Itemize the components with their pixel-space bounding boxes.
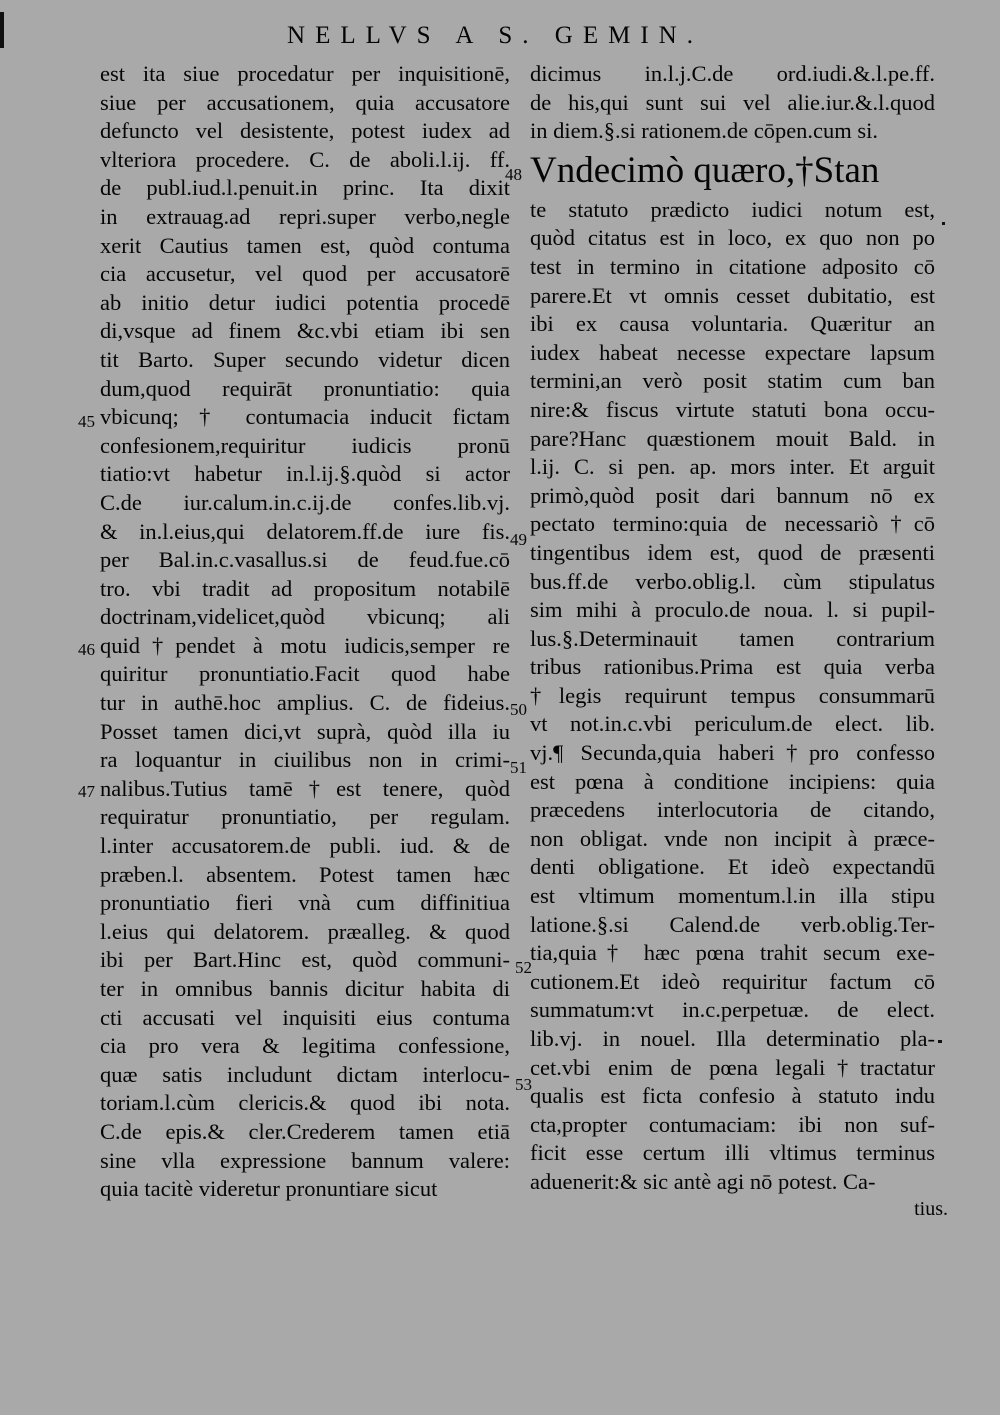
right-column-line: nire:& fiscus virtute statuti bona occu- bbox=[530, 396, 935, 422]
ink-speck bbox=[938, 1040, 942, 1043]
right-column-line: non obligat. vnde non incipit à præce- bbox=[530, 825, 935, 851]
left-column-line: in extrauag.ad repri.super verbo,negle bbox=[100, 203, 510, 229]
margin-number-45: 45 bbox=[78, 412, 95, 431]
right-column-line: lib.vj. in nouel. Illa determinatio pla- bbox=[530, 1026, 935, 1051]
left-column-line: ter in omnibus bannis dicitur habita di bbox=[100, 976, 510, 1001]
left-column-line: cia pro vera & legitima confessione, bbox=[100, 1033, 510, 1059]
left-column-line: quia tacitè videretur pronuntiare sicut bbox=[100, 1176, 438, 1202]
right-text-column bbox=[530, 60, 935, 1197]
left-column-line: cti accusati vel inquisiti eius contuma bbox=[100, 1004, 510, 1030]
right-column-line: te statuto prædicto iudici notum est, bbox=[530, 196, 935, 222]
left-column-line: quiritur pronuntiatio.Facit quod habe bbox=[100, 661, 510, 687]
right-column-line: cutionem.Et ideò requiritur factum cō bbox=[530, 968, 935, 994]
right-column-line: in diem.§.si rationem.de cōpen.cum si. bbox=[530, 118, 879, 144]
right-column-line: primò,quòd posit dari bannum nō ex bbox=[530, 482, 935, 508]
right-column-line: termini,an verò posit statim cum ban bbox=[530, 368, 935, 394]
left-column-line: tit Barto. Super secundo videtur dicen bbox=[100, 346, 510, 372]
left-column-line: l.eius qui delatorem. præalleg. & quod bbox=[100, 918, 510, 944]
left-column-line: præben.l. absentem. Potest tamen hæc bbox=[100, 861, 510, 887]
right-column-line: cta,propter contumaciam: ibi non suf- bbox=[530, 1111, 935, 1137]
margin-number-50: 50 bbox=[510, 700, 527, 719]
margin-number-52: 52 bbox=[515, 958, 532, 977]
right-column-line: pectato termino:quia de necessariò†cō bbox=[530, 511, 935, 537]
left-column-line: defuncto vel desistente, potest iudex ad bbox=[100, 118, 510, 144]
left-column-line: Posset tamen dici,vt suprà, quòd illa iu bbox=[100, 718, 510, 744]
right-column-line: iudex habeat necesse expectare lapsum bbox=[530, 339, 935, 365]
right-column-line: l.ij. C. si pen. ap. mors inter. Et arguit bbox=[530, 454, 935, 480]
left-column-line: doctrinam,videlicet,quòd vbicunq; ali bbox=[100, 604, 510, 630]
right-column-line: quòd citatus est in loco, ex quo non po bbox=[530, 225, 935, 251]
running-header: NELLVS A S. GEMIN. bbox=[287, 22, 703, 49]
left-column-line: cia accusetur, vel quod per accusatorē bbox=[100, 261, 510, 287]
left-column-line: per Bal.in.c.vasallus.si de feud.fue.cō bbox=[100, 547, 510, 573]
right-column-line: de his,qui sunt sui vel alie.iur.&.l.quod bbox=[530, 89, 935, 115]
right-column-line: præcedens interlocutoria de citando, bbox=[530, 797, 935, 823]
right-column-line: parere.Et vt omnis cesset dubitatio, est bbox=[530, 282, 935, 308]
right-column-line: vt not.in.c.vbi periculum.de elect. lib. bbox=[530, 711, 935, 737]
left-column-line: & in.l.eius,qui delatorem.ff.de iure fis. bbox=[100, 518, 510, 544]
right-column-line: sim mihi à proculo.de noua. l. si pupil- bbox=[530, 597, 935, 623]
left-column-line: tro. vbi tradit ad propositum notabilē bbox=[100, 575, 510, 601]
left-column-line: tur in authē.hoc amplius. C. de fideius. bbox=[100, 690, 510, 716]
margin-number-53: 53 bbox=[515, 1075, 532, 1094]
right-column-line: est pœna à conditione incipiens: quia bbox=[530, 768, 935, 794]
right-column-line: qualis est ficta confesio à statuto indu bbox=[530, 1083, 935, 1109]
section-heading: Vndecimò quæro,†Stan bbox=[530, 149, 880, 191]
left-column-line: xerit Cautius tamen est, quòd contuma bbox=[100, 232, 510, 258]
right-column-line: †legis requirunt tempus consummarū bbox=[530, 682, 935, 708]
margin-number-49: 49 bbox=[510, 530, 527, 549]
right-column-line: ibi ex causa voluntaria. Quæritur an bbox=[530, 311, 935, 337]
left-column-line: confesionem,requiritur iudicis pronū bbox=[100, 432, 510, 458]
right-column-line: summatum:vt in.c.perpetuæ. de elect. bbox=[530, 997, 935, 1023]
left-column-line: nalibus.Tutius tamē†est tenere, quòd bbox=[100, 775, 510, 801]
right-column-line: test in termino in citatione adposito cō bbox=[530, 253, 935, 279]
left-column-line: C.de epis.& cler.Crederem tamen etiā bbox=[100, 1118, 510, 1144]
margin-number-51: 51 bbox=[510, 758, 527, 777]
left-column-line: C.de iur.calum.in.c.ij.de confes.lib.vj. bbox=[100, 489, 510, 515]
left-column-line: requiratur pronuntiatio, per regulam. bbox=[100, 804, 510, 830]
left-column-line: est ita siue procedatur per inquisitionē, bbox=[100, 61, 510, 86]
left-column-line: ibi per Bart.Hinc est, quòd communi- bbox=[100, 947, 510, 973]
page-edge-mark bbox=[0, 12, 4, 48]
left-column-line: di,vsque ad finem &c.vbi etiam ibi sen bbox=[100, 318, 510, 344]
right-column-line: lus.§.Determinauit tamen contrarium bbox=[530, 625, 935, 651]
left-column-line: l.inter accusatorem.de publi. iud. & de bbox=[100, 833, 510, 859]
right-column-line: aduenerit:& sic antè agi nō potest. Ca- bbox=[530, 1168, 876, 1194]
left-column-line: tiatio:vt habetur in.l.ij.§.quòd si actor bbox=[100, 461, 510, 487]
left-column-line: ab initio detur iudici potentia procedē bbox=[100, 289, 510, 315]
left-text-column bbox=[100, 60, 510, 1204]
left-column-line: siue per accusationem, quia accusatore bbox=[100, 89, 510, 115]
left-column-line: vlteriora procedere. C. de aboli.l.ij. ff. bbox=[100, 146, 510, 172]
ink-speck bbox=[942, 222, 945, 225]
left-column-line: toriam.l.cùm clericis.& quod ibi nota. bbox=[100, 1090, 510, 1116]
margin-number-48: 48 bbox=[505, 165, 522, 184]
margin-number-47: 47 bbox=[78, 782, 95, 801]
right-column-line: vj.¶ Secunda,quia haberi†pro confesso bbox=[530, 740, 935, 766]
left-column-line: quæ satis includunt dictam interlocu- bbox=[100, 1061, 510, 1087]
left-column-line: dum,quod requirāt pronuntiatio: quia bbox=[100, 375, 510, 401]
right-column-line: cet.vbi enim de pœna legali†tractatur bbox=[530, 1054, 935, 1080]
right-column-line: tia,quia† hæc pœna trahit secum exe- bbox=[530, 940, 935, 966]
right-column-line: denti obligatione. Et ideò expectandū bbox=[530, 854, 935, 880]
left-column-line: de publ.iud.l.penuit.in princ. Ita dixit bbox=[100, 175, 510, 201]
margin-number-46: 46 bbox=[78, 640, 95, 659]
left-column-line: sine vlla expressione bannum valere: bbox=[100, 1147, 510, 1173]
right-column-line: tribus rationibus.Prima est quia verba bbox=[530, 654, 935, 680]
right-column-line: pare?Hanc quæstionem mouit Bald. in bbox=[530, 425, 935, 451]
right-column-line: ficit esse certum illi vltimus terminus bbox=[530, 1140, 935, 1166]
left-column-line: ra loquantur in ciuilibus non in crimi- bbox=[100, 747, 510, 773]
left-column-line: quid†pendet à motu iudicis,semper re bbox=[100, 632, 510, 658]
right-column-line: est vltimum momentum.l.in illa stipu bbox=[530, 883, 935, 909]
right-column-line: latione.§.si Calend.de verb.oblig.Ter- bbox=[530, 911, 935, 937]
left-column-line: vbicunq; † contumacia inducit fictam bbox=[100, 404, 510, 430]
left-column-line: pronuntiatio fieri vnà cum diffinitiua bbox=[100, 890, 510, 916]
right-column-line: tingentibus idem est, quod de præsenti bbox=[530, 539, 935, 565]
catchword: tius. bbox=[914, 1198, 948, 1220]
right-column-line: dicimus in.l.j.C.de ord.iudi.&.l.pe.ff. bbox=[530, 61, 935, 86]
right-column-line: bus.ff.de verbo.oblig.l. cùm stipulatus bbox=[530, 568, 935, 594]
